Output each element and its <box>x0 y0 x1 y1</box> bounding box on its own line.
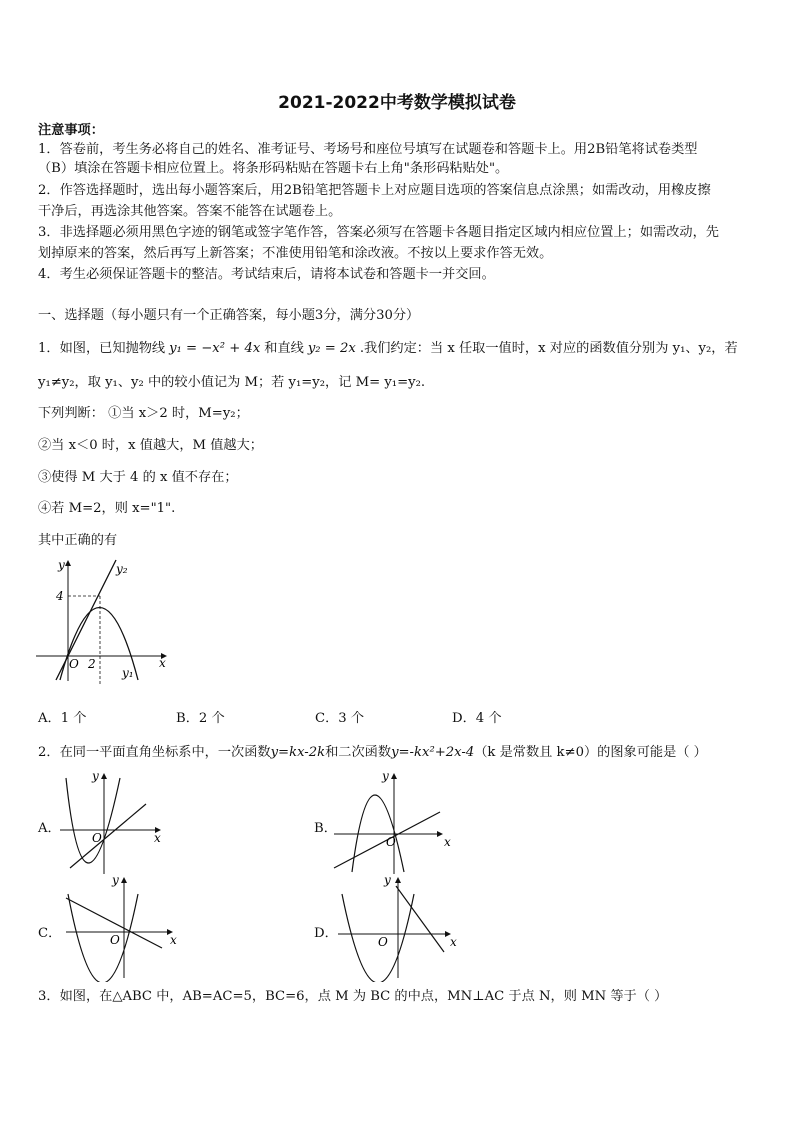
axis-x-label: x <box>444 835 451 849</box>
notice-line-2: （B）填涂在答题卡相应位置上。将条形码粘贴在答题卡右上角"条形码粘贴处"。 <box>38 161 509 176</box>
axis-x-label: x <box>170 933 177 947</box>
origin-label: O <box>386 835 396 849</box>
axis-y-label: y <box>112 873 119 887</box>
page-title: 2021-2022中考数学模拟试卷 <box>278 93 516 113</box>
q1-formula-parabola: y₁ = −x² + 4x <box>169 341 261 356</box>
q1-statement-4: ④若 M=2，则 x="1". <box>38 501 176 516</box>
line-curve <box>56 560 116 680</box>
q1-option-c[interactable]: C．3 个 <box>315 711 365 726</box>
notice-line-4: 干净后，再选涂其他答案。答案不能答在试题卷上。 <box>38 204 342 219</box>
q1-option-b[interactable]: B．2 个 <box>176 711 225 726</box>
q1-ask: 其中正确的有 <box>38 533 118 548</box>
q1-text-c: .我们约定：当 x 任取一值时，x 对应的函数值分别为 y₁、y₂，若 <box>359 341 738 356</box>
q1-option-a[interactable]: A．1 个 <box>38 711 87 726</box>
q1-formula-line: y₂ = 2x <box>307 341 356 356</box>
q2-label-d[interactable]: D． <box>314 926 338 941</box>
q1-statement-3: ③使得 M 大于 4 的 x 值不存在； <box>38 470 238 485</box>
notice-line-6: 划掉原来的答案，然后再写上新答案；不准使用铅笔和涂改液。不按以上要求作答无效。 <box>38 246 553 261</box>
curve-a-line <box>70 804 146 868</box>
q1-statement-2: ②当 x＜0 时，x 值越大，M 值越大； <box>38 438 263 453</box>
q2-text-a: 2．在同一平面直角坐标系中，一次函数 <box>38 745 271 760</box>
origin-label: O <box>92 831 102 845</box>
curve-c-parabola <box>68 894 138 982</box>
q1-judge: 下列判断： ①当 x＞2 时，M=y₂； <box>38 406 249 421</box>
x-label: x <box>159 656 166 670</box>
notice-line-3: 2．作答选择题时，选出每小题答案后，用2B铅笔把答题卡上对应题目选项的答案信息点涂黑；如需改动，用橡皮擦 <box>38 183 711 198</box>
q2-text-b: 和二次函数 <box>325 745 392 760</box>
origin-label: O <box>69 657 79 671</box>
notice-line-5: 3．非选择题必须用黑色字迹的钢笔或签字笔作答，答案必须写在答题卡各题目指定区域内相应位置上；如需改动，先 <box>38 225 719 240</box>
axis-x-label: x <box>450 935 457 949</box>
q1-graph <box>34 555 174 685</box>
notice-line-7: 4．考生必须保证答题卡的整洁。考试结束后，请将本试卷和答题卡一并交回。 <box>38 267 495 282</box>
q2-label-a[interactable]: A． <box>38 821 61 836</box>
notice-line-1: 1．答卷前，考生务必将自己的姓名、准考证号、考场号和座位号填写在试题卷和答题卡上。用2B铅笔将试卷类型 <box>38 142 698 157</box>
q2-graph-a <box>56 768 176 876</box>
q2-formula-linear: y=kx-2k <box>270 745 326 760</box>
q1-line-2: y₁≠y₂，取 y₁、y₂ 中的较小值记为 M；若 y₁=y₂，记 M= y₁=y₂. <box>38 375 426 390</box>
q3-line: 3．如图，在△ABC 中，AB=AC=5，BC=6，点 M 为 BC 的中点，MN⊥AC 于点 N，则 MN 等于（ ） <box>38 989 668 1004</box>
y1-label: y₁ <box>122 666 134 680</box>
q1-text-a: 1．如图，已知抛物线 <box>38 341 166 356</box>
axis-y-label: y <box>384 873 391 887</box>
axis-y-label: y <box>92 769 99 783</box>
section-heading: 一、选择题（每小题只有一个正确答案，每小题3分，满分30分） <box>38 308 420 323</box>
curve-d-line <box>396 886 444 952</box>
origin-label: O <box>110 933 120 947</box>
notice-heading: 注意事项： <box>38 123 104 138</box>
origin-label: O <box>378 935 388 949</box>
curve-a-parabola <box>66 778 120 863</box>
q2-graph-b <box>330 768 460 876</box>
q2-text-c: （k 是常数且 k≠0）的图象可能是（ ） <box>474 745 707 760</box>
q2-label-c[interactable]: C． <box>38 926 62 941</box>
q2-label-b[interactable]: B． <box>314 821 337 836</box>
q2-line <box>38 744 758 762</box>
tick-4: 4 <box>56 589 64 603</box>
q2-formula-quadratic: y=-kx²+2x-4 <box>391 745 475 760</box>
axis-x-label: x <box>154 831 161 845</box>
y-label: y <box>58 558 65 572</box>
q2-graph-c <box>62 872 186 982</box>
q1-line-1 <box>38 340 758 358</box>
q1-text-b: 和直线 <box>264 341 304 356</box>
q1-option-d[interactable]: D．4 个 <box>452 711 502 726</box>
y2-label: y₂ <box>116 562 128 576</box>
axis-y-label: y <box>382 769 389 783</box>
q2-graph-d <box>334 872 464 982</box>
tick-2: 2 <box>88 657 96 671</box>
